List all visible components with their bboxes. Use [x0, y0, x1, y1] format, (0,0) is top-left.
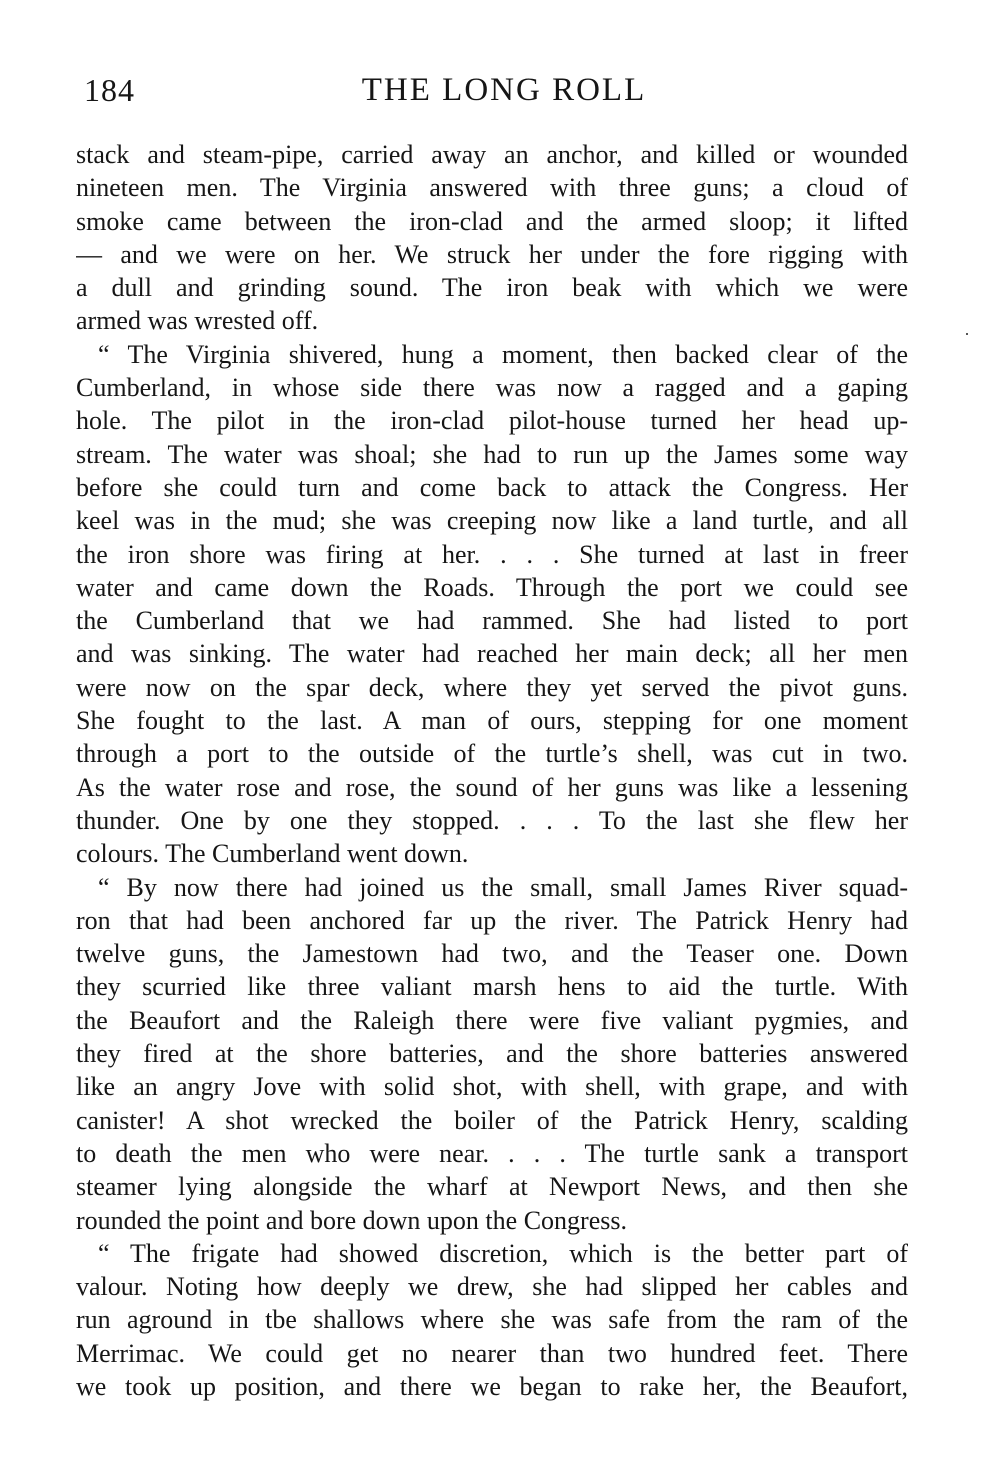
- text-line: Merrimac. We could get no nearer than two hundred feet. There: [76, 1338, 908, 1368]
- text-line: to death the men who were near. . . . The turtle sank a transport: [76, 1138, 908, 1168]
- text-line: they fired at the shore batteries, and the shore batteries answered: [76, 1039, 908, 1069]
- page-number: 184: [84, 72, 135, 108]
- text-line: She fought to the last. A man of ours, stepping for one moment: [76, 706, 908, 736]
- text-line: we took up position, and there we began to rake her, the Beaufort,: [76, 1371, 908, 1401]
- text-line: “ The Virginia shivered, hung a moment, then backed clear of the: [98, 339, 908, 369]
- text-line: the iron shore was firing at her. . . . She turned at last in freer: [76, 539, 908, 569]
- text-line: keel was in the mud; she was creeping now like a land turtle, and all: [76, 506, 908, 536]
- text-line: they scurried like three valiant marsh hens to aid the turtle. With: [76, 972, 908, 1002]
- page-header: [84, 72, 924, 116]
- text-line: smoke came between the iron-clad and the armed sloop; it lifted: [76, 206, 908, 236]
- text-line: like an angry Jove with solid shot, with shell, with grape, and with: [76, 1072, 908, 1102]
- text-line: through a port to the outside of the turtle’s shell, was cut in two.: [76, 739, 908, 769]
- body-text: [76, 138, 908, 1403]
- text-line: steamer lying alongside the wharf at Newport News, and then she: [76, 1172, 908, 1202]
- text-line: “ The frigate had showed discretion, which is the better part of: [98, 1238, 908, 1268]
- text-line: — and we were on her. We struck her under the fore rigging with: [76, 239, 908, 269]
- text-line: As the water rose and rose, the sound of her guns was like a lessening: [76, 772, 908, 802]
- text-line: nineteen men. The Virginia answered with three guns; a cloud of: [76, 173, 908, 203]
- text-line: armed was wrested off.: [76, 306, 319, 336]
- text-line: canister! A shot wrecked the boiler of the Patrick Henry, scalding: [76, 1105, 908, 1135]
- text-line: rounded the point and bore down upon the Congress.: [76, 1205, 627, 1235]
- scan-speck: [966, 333, 968, 335]
- text-line: hole. The pilot in the iron-clad pilot-house turned her head up-: [76, 406, 908, 436]
- text-line: before she could turn and come back to attack the Congress. Her: [76, 472, 908, 502]
- text-line: and was sinking. The water had reached her main deck; all her men: [76, 639, 908, 669]
- text-line: stack and steam-pipe, carried away an anchor, and killed or wounded: [76, 140, 908, 169]
- text-line: “ By now there had joined us the small, small James River squad-: [98, 872, 908, 902]
- text-line: colours. The Cumberland went down.: [76, 839, 469, 869]
- text-line: were now on the spar deck, where they yet served the pivot guns.: [76, 672, 908, 702]
- text-line: thunder. One by one they stopped. . . . To the last she flew her: [76, 805, 908, 835]
- text-line: a dull and grinding sound. The iron beak with which we were: [76, 273, 908, 303]
- text-line: twelve guns, the Jamestown had two, and the Teaser one. Down: [76, 939, 908, 969]
- text-line: run aground in tbe shallows where she was safe from the ram of the: [76, 1305, 908, 1335]
- text-line: valour. Noting how deeply we drew, she had slipped her cables and: [76, 1272, 908, 1302]
- text-line: water and came down the Roads. Through the port we could see: [76, 572, 908, 602]
- text-line: ron that had been anchored far up the river. The Patrick Henry had: [76, 905, 908, 935]
- text-line: the Beaufort and the Raleigh there were five valiant pygmies, and: [76, 1005, 908, 1035]
- text-line: the Cumberland that we had rammed. She had listed to port: [76, 606, 908, 636]
- text-line: Cumberland, in whose side there was now a ragged and a gaping: [76, 373, 908, 403]
- text-line: stream. The water was shoal; she had to run up the James some way: [76, 439, 908, 469]
- running-title: THE LONG ROLL: [361, 72, 647, 108]
